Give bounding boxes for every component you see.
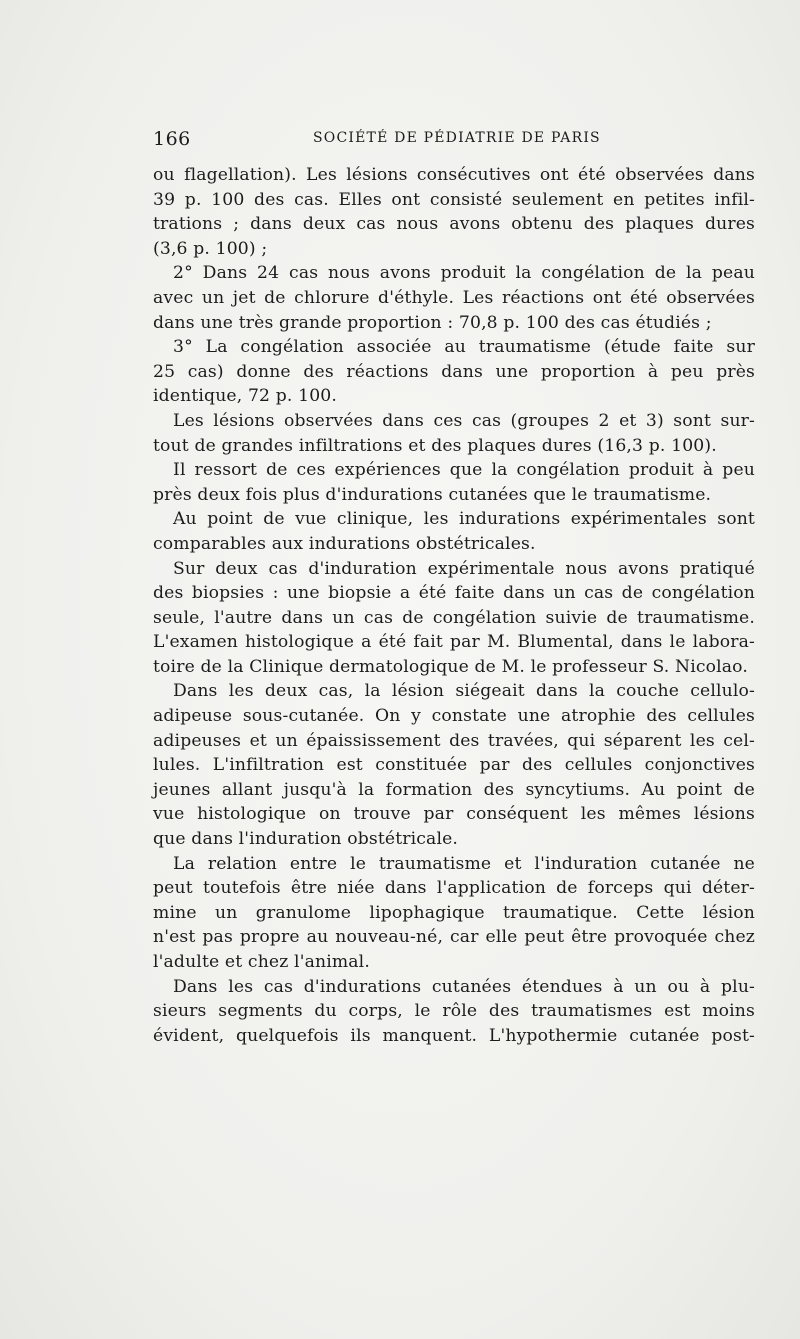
text-line: trations ; dans deux cas nous avons obtenu des plaques dures xyxy=(153,214,755,235)
text-line: Dans les deux cas, la lésion siégeait dans la couche cellulo- xyxy=(173,681,755,702)
text-line: évident, quelquefois ils manquent. L'hypothermie cutanée post- xyxy=(153,1025,755,1046)
text-line: toire de la Clinique dermatologique de M. le professeur S. Nicolao. xyxy=(153,656,748,677)
text-line: La relation entre le traumatisme et l'induration cutanée ne xyxy=(173,853,755,874)
text-line: lules. L'infiltration est constituée par des cellules conjonctives xyxy=(153,755,755,776)
page-header xyxy=(153,128,755,152)
text-line: sieurs segments du corps, le rôle des traumatismes est moins xyxy=(153,1001,755,1022)
text-line: (3,6 p. 100) ; xyxy=(153,238,268,259)
text-line: peut toutefois être niée dans l'application de forceps qui déter- xyxy=(153,878,755,899)
text-line: avec un jet de chlorure d'éthyle. Les réactions ont été observées xyxy=(153,287,755,308)
text-line: Au point de vue clinique, les indurations expérimentales sont xyxy=(173,509,755,530)
text-line: vue histologique on trouve par conséquent les mêmes lésions xyxy=(153,804,755,825)
running-title: SOCIÉTÉ DE PÉDIATRIE DE PARIS xyxy=(313,130,601,146)
text-line: Sur deux cas d'induration expérimentale nous avons pratiqué xyxy=(173,558,755,579)
text-line: que dans l'induration obstétricale. xyxy=(153,829,459,850)
text-line: comparables aux indurations obstétricales. xyxy=(153,533,536,554)
text-line: 2° Dans 24 cas nous avons produit la congélation de la peau xyxy=(173,263,755,284)
text-line: l'adulte et chez l'animal. xyxy=(153,952,370,972)
text-line: des biopsies : une biopsie a été faite dans un cas de congélation xyxy=(153,583,755,604)
text-line: adipeuse sous-cutanée. On y constate une atrophie des cellules xyxy=(153,706,755,727)
text-line: adipeuses et un épaississement des travées, qui séparent les cel- xyxy=(153,730,755,751)
text-line: Dans les cas d'indurations cutanées étendues à un ou à plu- xyxy=(173,976,755,997)
text-line: identique, 72 p. 100. xyxy=(153,386,337,407)
body-text xyxy=(153,163,755,1048)
text-line: Les lésions observées dans ces cas (groupes 2 et 3) sont sur- xyxy=(173,410,755,431)
text-line: L'examen histologique a été fait par M. Blumental, dans le labora- xyxy=(153,632,755,653)
text-line: dans une très grande proportion : 70,8 p. 100 des cas étudiés ; xyxy=(153,312,712,333)
text-line: 3° La congélation associée au traumatisme (étude faite sur xyxy=(173,337,755,358)
page-number: 166 xyxy=(153,128,191,150)
text-line: n'est pas propre au nouveau-né, car elle peut être provoquée chez xyxy=(153,927,755,948)
text-line: près deux fois plus d'indurations cutanées que le traumatisme. xyxy=(153,484,712,505)
text-line: seule, l'autre dans un cas de congélation suivie de traumatisme. xyxy=(153,607,755,628)
text-line: tout de grandes infiltrations et des plaques dures (16,3 p. 100). xyxy=(153,435,717,456)
text-line: ou flagellation). Les lésions consécutives ont été observées dans xyxy=(153,165,755,185)
text-line: 25 cas) donne des réactions dans une proportion à peu près xyxy=(153,361,755,382)
text-line: jeunes allant jusqu'à la formation des syncytiums. Au point de xyxy=(153,779,755,800)
text-line: 39 p. 100 des cas. Elles ont consisté seulement en petites infil- xyxy=(153,189,755,210)
text-line: Il ressort de ces expériences que la congélation produit à peu xyxy=(173,460,755,481)
text-line: mine un granulome lipophagique traumatique. Cette lésion xyxy=(153,902,755,923)
